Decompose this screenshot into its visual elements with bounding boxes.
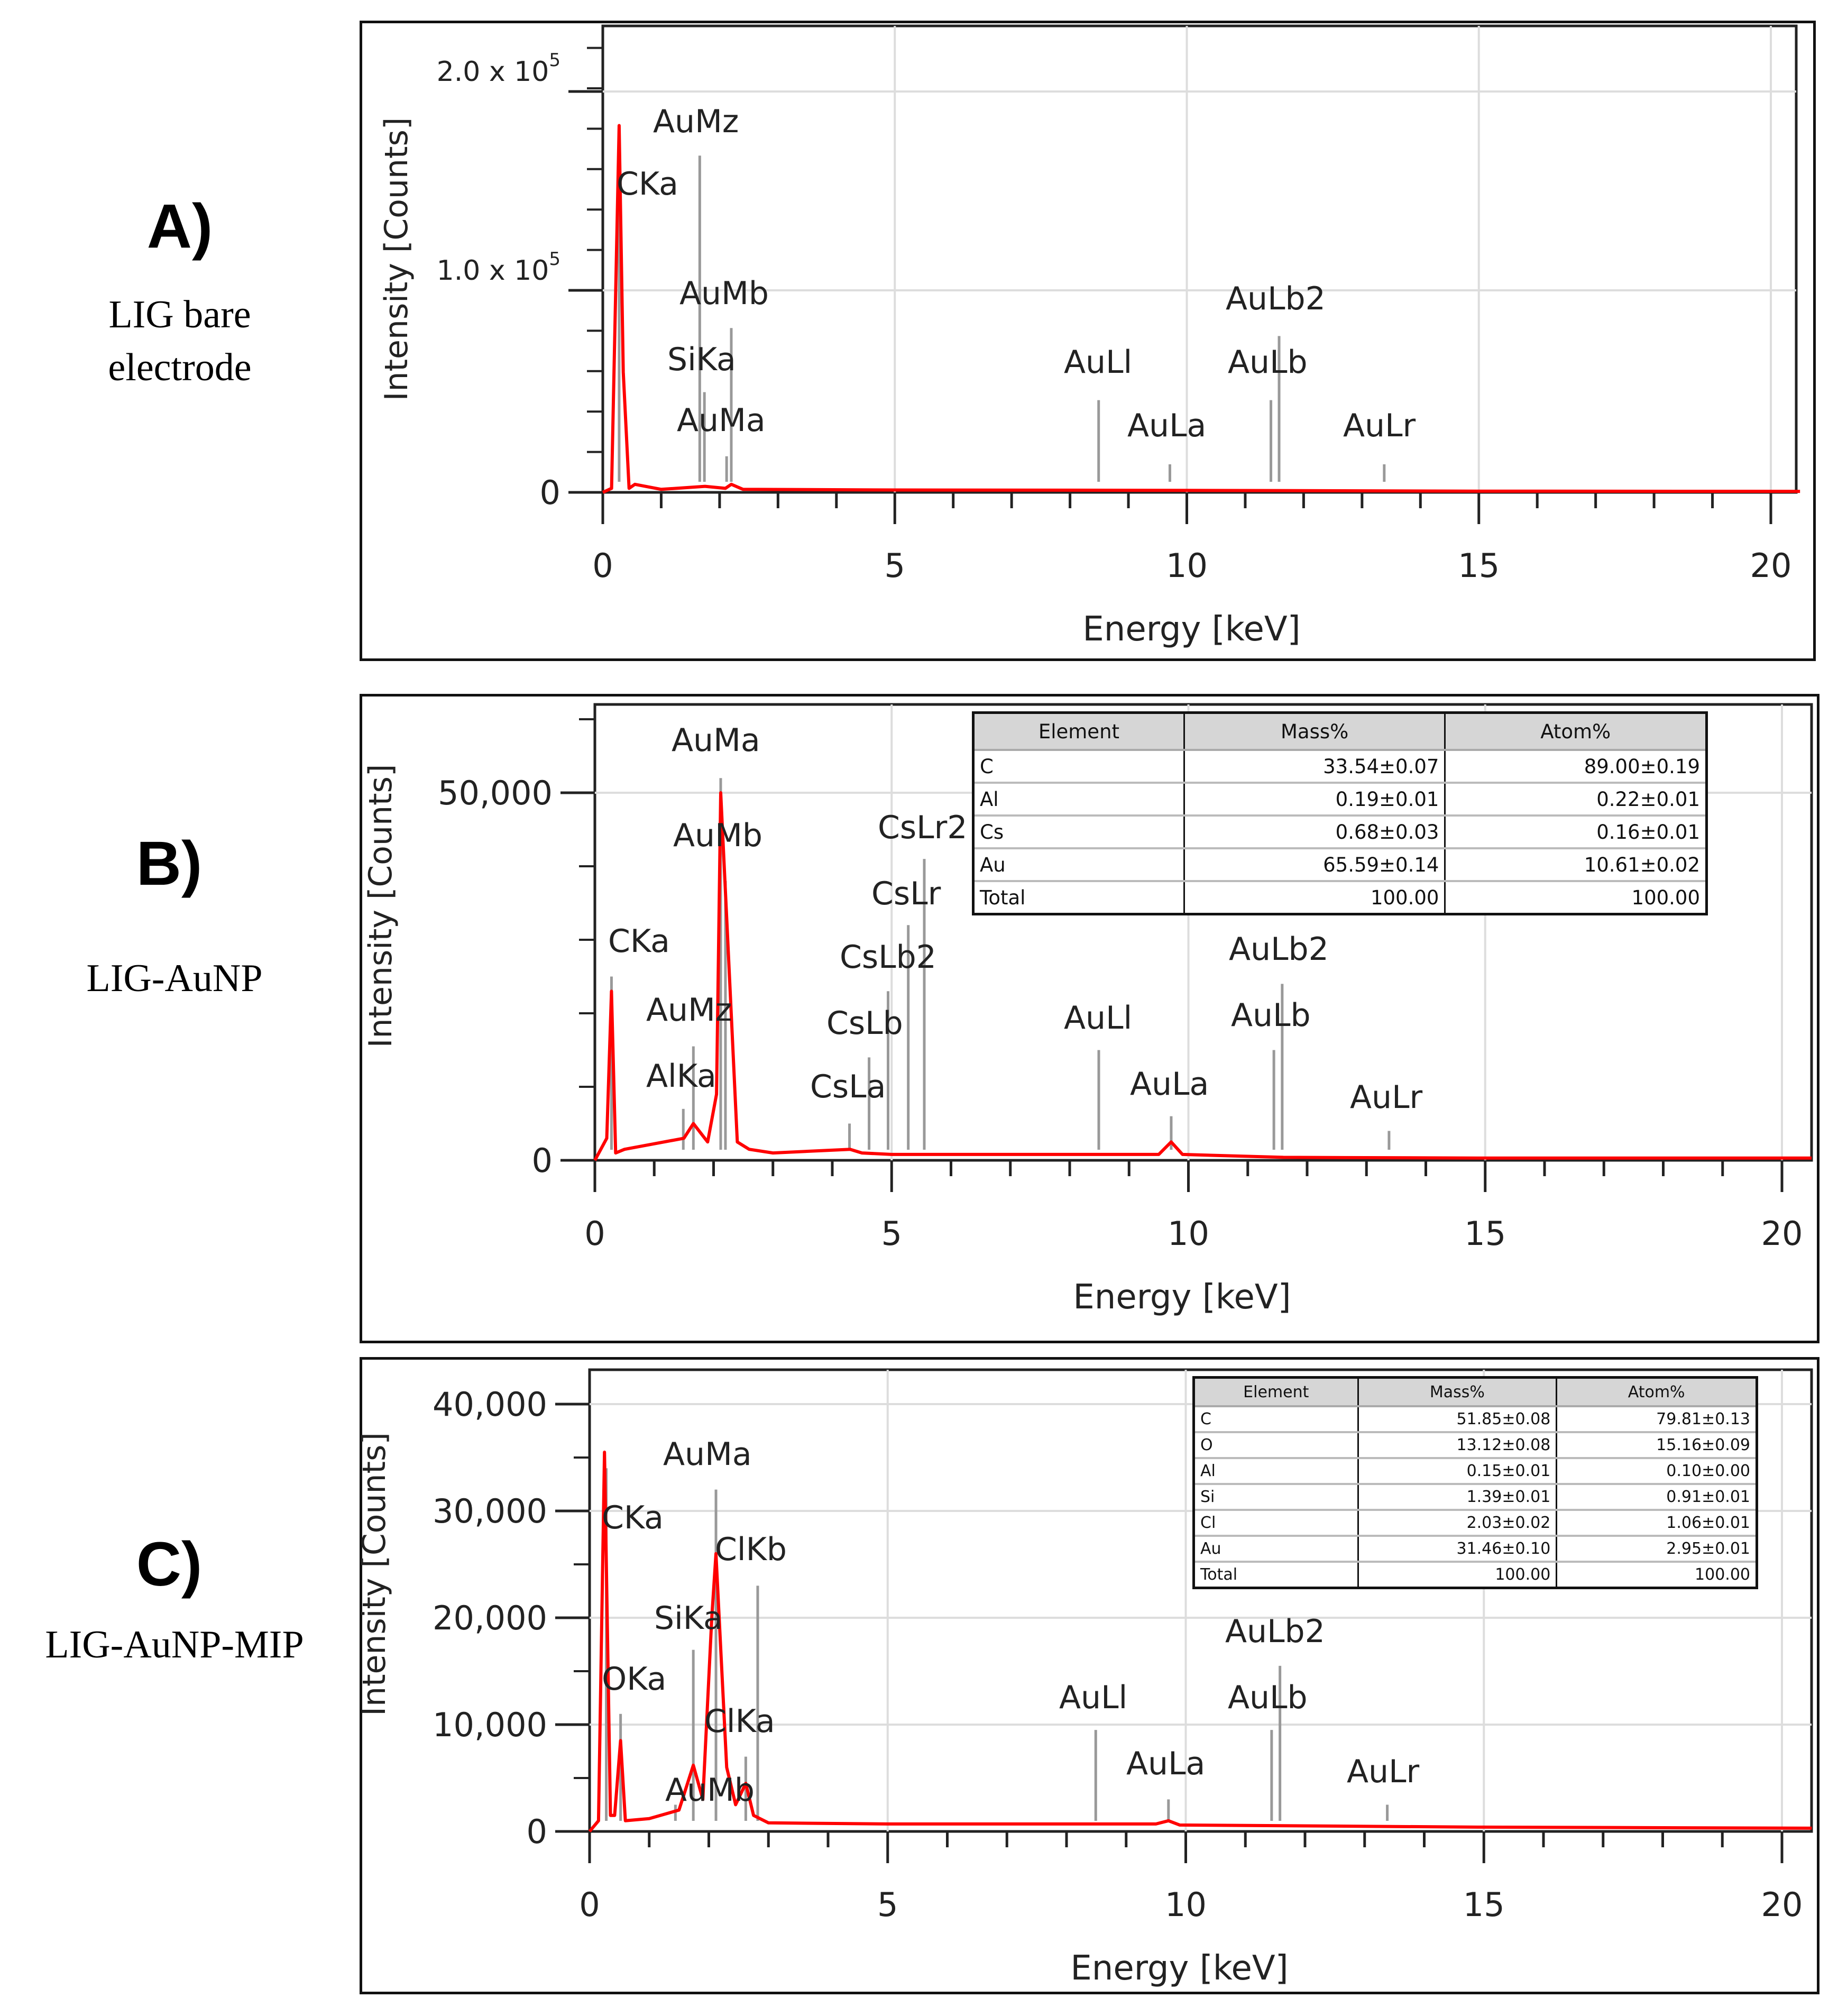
peak-label: AuLb2 — [1226, 280, 1326, 317]
atom-cell: 2.95±0.01 — [1557, 1536, 1757, 1562]
atom-cell: 1.06±0.01 — [1557, 1510, 1757, 1536]
table-row — [1194, 1536, 1757, 1562]
atom-cell: 0.22±0.01 — [1445, 783, 1707, 815]
mass-cell: 13.12±0.08 — [1358, 1432, 1557, 1458]
element-cell: Au — [1194, 1536, 1358, 1562]
peak-label: AuLa — [1126, 1745, 1206, 1782]
mass-cell: 100.00 — [1184, 881, 1445, 914]
element-cell: Al — [973, 783, 1184, 815]
peak-label: CsLr2 — [878, 809, 968, 846]
y-tick-label: 20,000 — [433, 1599, 547, 1637]
x-tick-label: 5 — [884, 546, 905, 585]
table-row — [973, 783, 1707, 815]
peak-label: AuMb — [665, 1772, 755, 1809]
peak-label: CsLa — [810, 1068, 886, 1105]
peak-label: SiKa — [654, 1600, 723, 1637]
y-tick-label: 0 — [526, 1812, 547, 1851]
header-atom: Atom% — [1557, 1378, 1757, 1407]
element-cell: Au — [973, 848, 1184, 881]
y-axis-label: Intensity [Counts] — [356, 1432, 393, 1716]
y-tick-label: 30,000 — [433, 1492, 547, 1531]
peak-label: CsLr — [871, 875, 941, 912]
peak-label: AuLb — [1231, 997, 1311, 1034]
panel-c-subtitle-line1: LIG-AuNP-MIP — [45, 1623, 304, 1666]
mass-cell: 31.46±0.10 — [1358, 1536, 1557, 1562]
peak-label: AuMb — [679, 275, 769, 312]
peak-label: AuLa — [1127, 407, 1207, 444]
x-tick-label: 5 — [877, 1885, 898, 1924]
table-header-row — [973, 713, 1707, 750]
table-row — [973, 848, 1707, 881]
x-axis-label: Energy [keV] — [1073, 1278, 1291, 1317]
x-axis-label: Energy [keV] — [1070, 1949, 1289, 1988]
element-cell: Cs — [973, 815, 1184, 848]
table-row — [973, 750, 1707, 783]
peak-label: CKa — [602, 1499, 664, 1536]
element-cell: Si — [1194, 1484, 1358, 1510]
y-tick-label: 0 — [539, 473, 560, 512]
element-cell: Cl — [1194, 1510, 1358, 1536]
peak-label: ClKa — [704, 1703, 775, 1740]
peak-label: CsLb — [826, 1005, 903, 1042]
x-tick-label: 10 — [1166, 546, 1208, 585]
table-row — [1194, 1458, 1757, 1484]
peak-label: AuLb — [1228, 344, 1308, 381]
mass-cell: 33.54±0.07 — [1184, 750, 1445, 783]
peak-label: ClKb — [715, 1531, 787, 1568]
peak-label: AuMz — [653, 103, 739, 140]
x-tick-label: 20 — [1761, 1885, 1803, 1924]
x-axis-label: Energy [keV] — [1082, 610, 1301, 649]
peak-label: AuLr — [1343, 407, 1416, 444]
panel-a-subtitle-line2: electrode — [108, 346, 252, 389]
mass-cell: 0.15±0.01 — [1358, 1458, 1557, 1484]
mass-cell: 0.19±0.01 — [1184, 783, 1445, 815]
x-tick-label: 10 — [1168, 1214, 1209, 1253]
atom-cell: 15.16±0.09 — [1557, 1432, 1757, 1458]
element-cell: Al — [1194, 1458, 1358, 1484]
y-tick-label: 50,000 — [438, 774, 553, 812]
x-tick-label: 0 — [584, 1214, 605, 1253]
element-cell: Total — [1194, 1562, 1358, 1588]
chart-panel-a — [378, 26, 1800, 649]
header-element: Element — [1194, 1378, 1358, 1407]
peak-label: AuMa — [672, 722, 760, 759]
peak-label: AuMa — [677, 402, 766, 439]
y-tick-label: 1.0 x $10^5$ — [436, 249, 560, 287]
x-tick-label: 10 — [1165, 1885, 1207, 1924]
y-axis-label: Intensity [Counts] — [362, 764, 399, 1048]
peak-label: CKa — [608, 923, 670, 960]
atom-cell: 100.00 — [1557, 1562, 1757, 1588]
peak-label: AuLa — [1130, 1066, 1209, 1103]
peak-label: OKa — [602, 1661, 667, 1698]
mass-cell: 1.39±0.01 — [1358, 1484, 1557, 1510]
peak-label: AuLb2 — [1229, 931, 1329, 968]
peak-label: AlKa — [646, 1058, 716, 1095]
atom-cell: 0.10±0.00 — [1557, 1458, 1757, 1484]
y-tick-label: 40,000 — [433, 1385, 547, 1424]
header-mass: Mass% — [1358, 1378, 1557, 1407]
table-row — [1194, 1562, 1757, 1588]
table-row — [1194, 1406, 1757, 1432]
x-tick-label: 15 — [1463, 1885, 1505, 1924]
mass-cell: 2.03±0.02 — [1358, 1510, 1557, 1536]
panel-c-label: C) — [136, 1529, 203, 1599]
peak-label: CKa — [617, 166, 678, 203]
x-tick-label: 20 — [1761, 1214, 1803, 1253]
x-tick-label: 0 — [579, 1885, 600, 1924]
composition-table-c — [1192, 1376, 1758, 1589]
composition-table-b — [972, 711, 1708, 915]
element-cell: C — [973, 750, 1184, 783]
panel-a-subtitle-line1: LIG bare — [108, 293, 251, 336]
element-cell: C — [1194, 1406, 1358, 1432]
peak-label: SiKa — [667, 341, 736, 378]
peak-label: AuLb2 — [1225, 1613, 1325, 1650]
peak-label: AuLl — [1059, 1679, 1128, 1716]
peak-label: AuLl — [1064, 344, 1133, 381]
x-tick-label: 15 — [1458, 546, 1500, 585]
y-tick-label: 10,000 — [433, 1706, 547, 1744]
element-cell: O — [1194, 1432, 1358, 1458]
x-tick-label: 0 — [592, 546, 613, 585]
mass-cell: 100.00 — [1358, 1562, 1557, 1588]
mass-cell: 51.85±0.08 — [1358, 1406, 1557, 1432]
table-row — [973, 815, 1707, 848]
table-row — [1194, 1510, 1757, 1536]
panel-b-subtitle-line1: LIG-AuNP — [86, 957, 263, 1000]
atom-cell: 89.00±0.19 — [1445, 750, 1707, 783]
y-axis-label: Intensity [Counts] — [378, 117, 415, 401]
y-tick-label: 2.0 x $10^5$ — [436, 50, 560, 88]
x-tick-label: 20 — [1750, 546, 1792, 585]
atom-cell: 0.91±0.01 — [1557, 1484, 1757, 1510]
peak-label: AuLr — [1347, 1753, 1420, 1790]
atom-cell: 10.61±0.02 — [1445, 848, 1707, 881]
peak-label: AuLr — [1350, 1079, 1423, 1116]
panel-a-label: A) — [146, 191, 213, 261]
peak-label: AuMz — [646, 992, 732, 1029]
element-cell: Total — [973, 881, 1184, 914]
header-element: Element — [973, 713, 1184, 750]
header-atom: Atom% — [1445, 713, 1707, 750]
table-row — [1194, 1484, 1757, 1510]
y-tick-label: 0 — [531, 1141, 553, 1180]
mass-cell: 0.68±0.03 — [1184, 815, 1445, 848]
table-header-row — [1194, 1378, 1757, 1407]
mass-cell: 65.59±0.14 — [1184, 848, 1445, 881]
peak-label: AuLl — [1064, 1000, 1133, 1037]
peak-label: AuLb — [1228, 1679, 1308, 1716]
header-mass: Mass% — [1184, 713, 1445, 750]
atom-cell: 79.81±0.13 — [1557, 1406, 1757, 1432]
panel-b-label: B) — [136, 829, 203, 899]
peak-label: AuMb — [673, 817, 762, 854]
atom-cell: 100.00 — [1445, 881, 1707, 914]
peak-label: AuMa — [663, 1436, 752, 1473]
table-row — [973, 881, 1707, 914]
peak-label: CsLb2 — [840, 939, 936, 976]
x-tick-label: 5 — [881, 1214, 902, 1253]
x-tick-label: 15 — [1464, 1214, 1506, 1253]
table-row — [1194, 1432, 1757, 1458]
atom-cell: 0.16±0.01 — [1445, 815, 1707, 848]
